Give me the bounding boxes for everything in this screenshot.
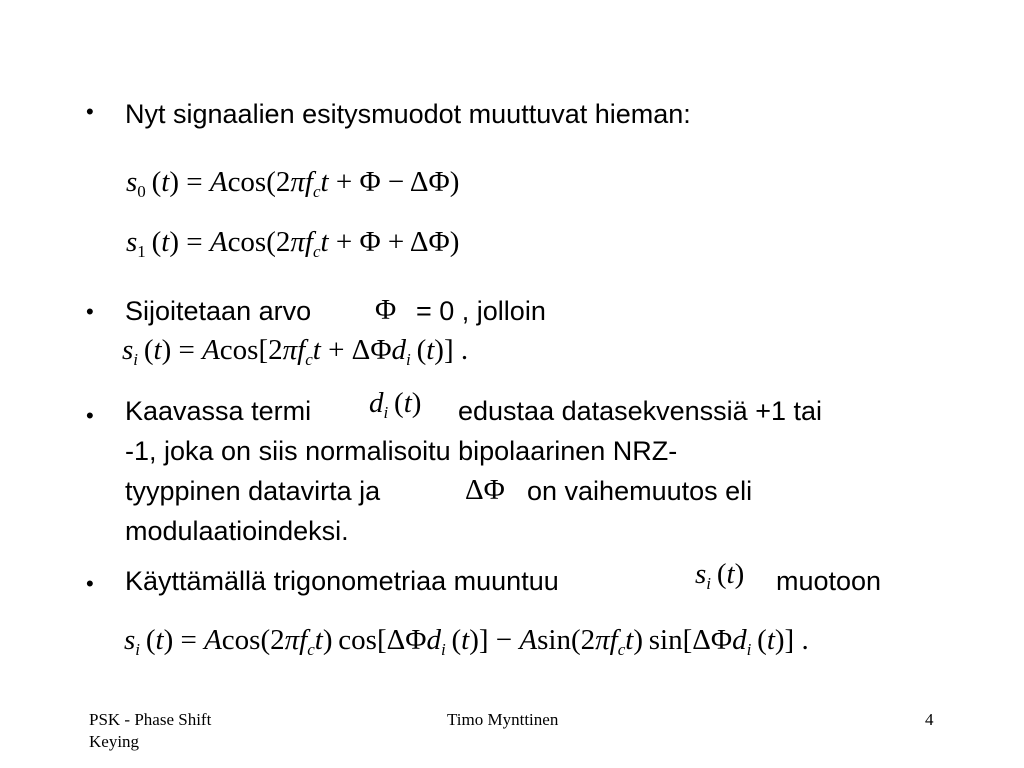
bullet-3-text-after: edustaa datasekvenssiä +1 tai [458, 396, 822, 426]
bullet-2-text-before: Sijoitetaan arvo [125, 296, 312, 326]
footer-title [89, 709, 211, 753]
bullet-4-text-after: muotoon [776, 566, 882, 596]
phi-symbol: Φ [375, 294, 397, 326]
equation-s0: $s_0$ $(t) = Acos(2\pi f_ct + \Phi - \Delta\Phi)$ [126, 166, 460, 201]
equation-expanded: $s_i$ $(t) = Acos(2\pi f_ct)$ cos[ΔΦd$_i$ $(t)] - Asin(2\pi f_ct)$ sin[ΔΦd$_i$ (t)] . [124, 624, 809, 659]
footer-author: Timo Mynttinen [447, 710, 559, 729]
footer-title-line-1: PSK - Phase Shift [89, 710, 212, 729]
bullet-4-text-before: Käyttämällä trigonometriaa muuntuu [125, 566, 559, 596]
si-term: $s_i$ (t) [695, 558, 745, 593]
bullet-dot: • [86, 403, 94, 428]
footer-title-line-2: Keying [89, 732, 140, 751]
bullet-3-text-before: Kaavassa termi [125, 396, 312, 426]
bullet-dot: • [86, 571, 94, 596]
bullet-2-text-after: = 0 , jolloin [416, 296, 546, 326]
equation-s1: $s_1$ $(t) = Acos(2\pi f_ct + \Phi + \Delta\Phi)$ [126, 226, 460, 261]
bullet-dot: • [86, 299, 94, 324]
bullet-dot: • [86, 99, 94, 124]
page-number: 4 [925, 710, 934, 729]
di-term: $d_i$ (t) [369, 387, 422, 422]
bullet-1-text: Nyt signaalien esitysmuodot muuttuvat hieman: [125, 99, 691, 129]
delta-phi-symbol: ΔΦ [465, 474, 505, 506]
bullet-3-line-3-after: on vaihemuutos eli [527, 476, 753, 506]
bullet-3-line-3-before: tyyppinen datavirta ja [125, 476, 381, 506]
bullet-3-line-4: modulaatioindeksi. [125, 516, 349, 546]
equation-si: $s_i$ $(t) = Acos[2\pi f_ct + \Delta\Phi d_i$ (t)] . [122, 334, 469, 369]
bullet-3-line-2: -1, joka on siis normalisoitu bipolaarinen NRZ- [125, 436, 678, 466]
